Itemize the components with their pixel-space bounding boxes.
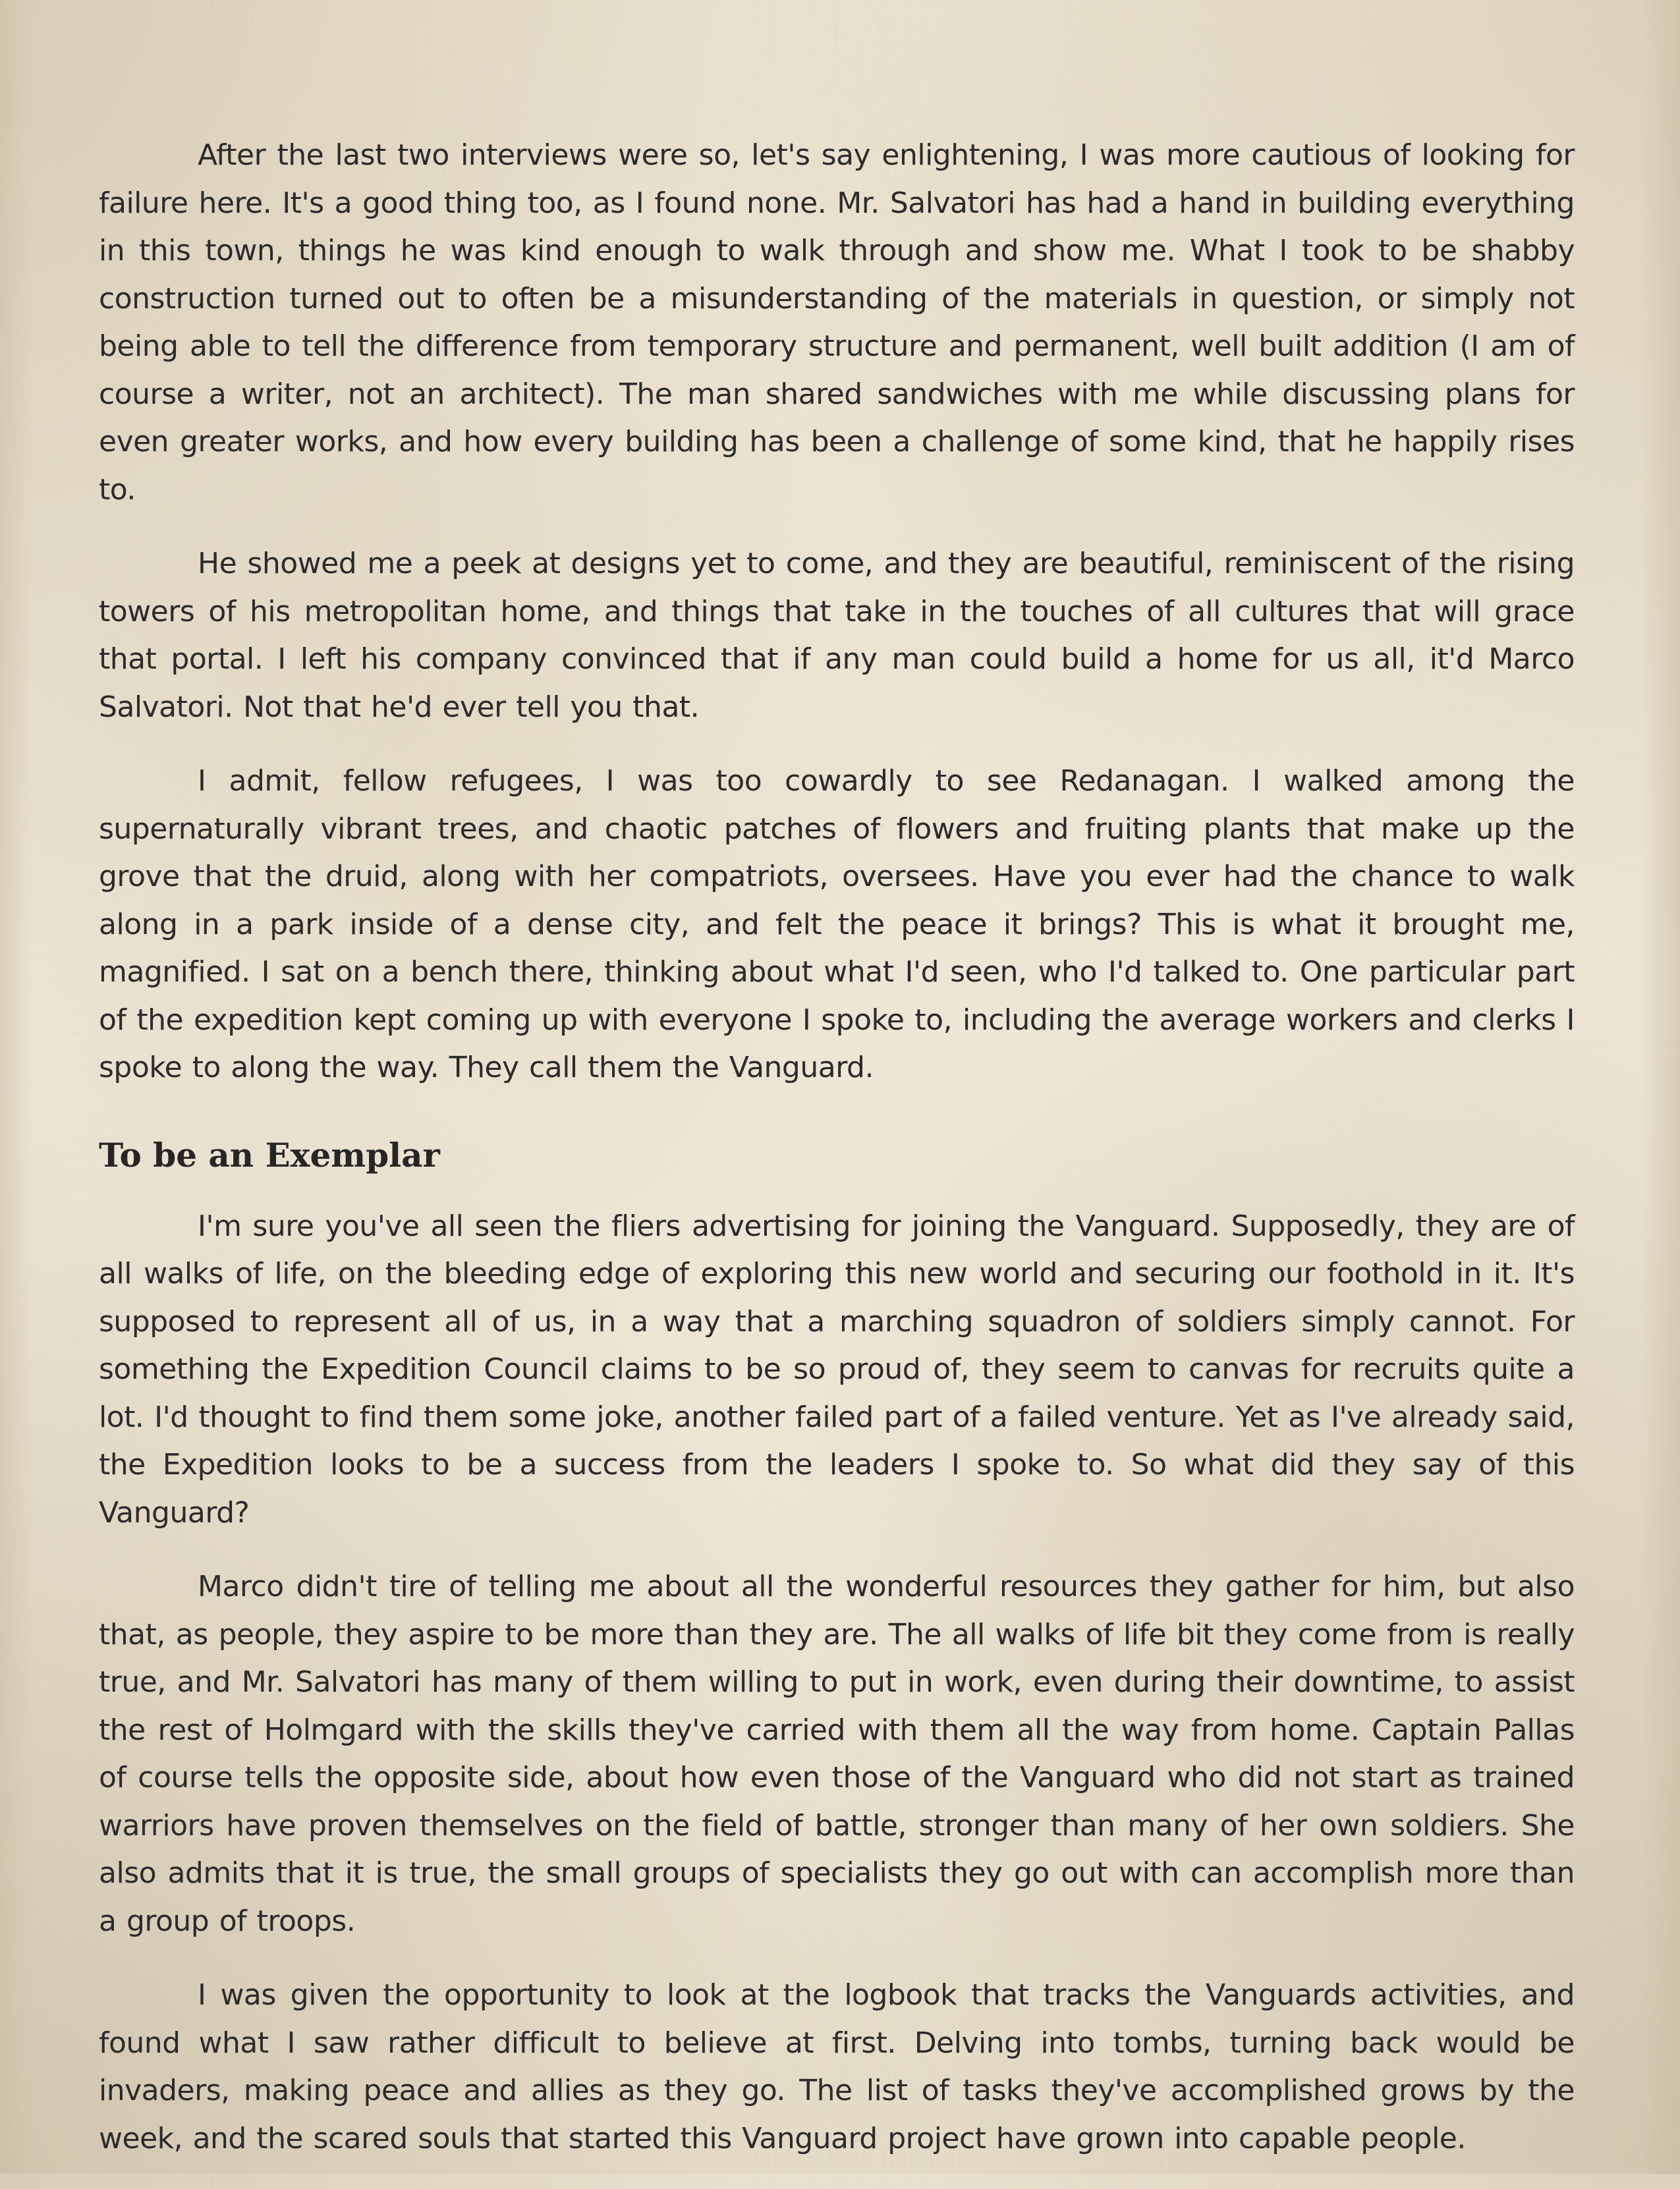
paragraph-grove: I admit, fellow refugees, I was too cowardly to see Redanagan. I walked among the supernaturally vibrant trees, and chaotic patches of flowers and fruiting plants that make up the grove that the druid, along with her compatriots, oversees. Have you ever had the chance to walk along in a park inside of a dense city, and felt the peace it brings? This is what it brought me, magnified. I sat on a bench there, thinking about what I'd seen, who I'd talked to. One particular part of the expedition kept coming up with everyone I spoke to, including the average workers and clerks I spoke to along the way. They call them the Vanguard. [99, 764, 1575, 1084]
paragraph-fliers: I'm sure you've all seen the fliers advertising for joining the Vanguard. Supposedly, they are of all walks of life, on the bleeding edge of exploring this new world and securing our foothold in it. It's supposed to represent all of us, in a way that a marching squadron of soldiers simply cannot. For something the Expedition Council claims to be so proud of, they seem to canvas for recruits quite a lot. I'd thought to find them some joke, another failed part of a failed venture. Yet as I've already said, the Expedition looks to be a success from the leaders I spoke to. So what did they say of this Vanguard? [99, 1209, 1575, 1530]
paragraph-salvatori-interview: After the last two interviews were so, let's say enlightening, I was more cautious of looking for failure here. It's a good thing too, as I found none. Mr. Salvatori has had a hand in building everything in this town, things he was kind enough to walk through and show me. What I took to be shabby construction turned out to often be a misunderstanding of the materials in question, or simply not being able to tell the difference from temporary structure and permanent, well built addition (I am of course a writer, not an architect). The man shared sandwiches with me while discussing plans for even greater works, and how every building has been a challenge of some kind, that he happily rises to. [99, 138, 1575, 507]
section-heading: To be an Exemplar [99, 1135, 440, 1175]
paragraph-designs: He showed me a peek at designs yet to come, and they are beautiful, reminiscent of the rising towers of his metropolitan home, and things that take in the touches of all cultures that will grace that portal. I left his company convinced that if any man could build a home for us all, it'd Marco Salvatori. Not that he'd ever tell you that. [99, 547, 1575, 724]
paragraph-marco-resources: Marco didn't tire of telling me about all the wonderful resources they gather for him, but also that, as people, they aspire to be more than they are. The all walks of life bit they come from is really true, and Mr. Salvatori has many of them willing to put in work, even during their downtime, to assist the rest of Holmgard with the skills they've carried with them all the way from home. Captain Pallas of course tells the opposite side, about how even those of the Vanguard who did not start as trained warriors have proven themselves on the field of battle, stronger than many of her own soldiers. She also admits that it is true, the small groups of specialists they go out with can accomplish more than a group of troops. [99, 1570, 1575, 1938]
document-page [99, 132, 1575, 2189]
parchment-edge-right [1640, 0, 1680, 2174]
parchment-edge-left [0, 0, 33, 2174]
paragraph-logbook: I was given the opportunity to look at the logbook that tracks the Vanguards activities, and found what I saw rather difficult to believe at first. Delving into tombs, turning back would be invaders, making peace and allies as they go. The list of tasks they've accomplished grows by the week, and the scared souls that started this Vanguard project have grown into capable people. [99, 1978, 1575, 2155]
